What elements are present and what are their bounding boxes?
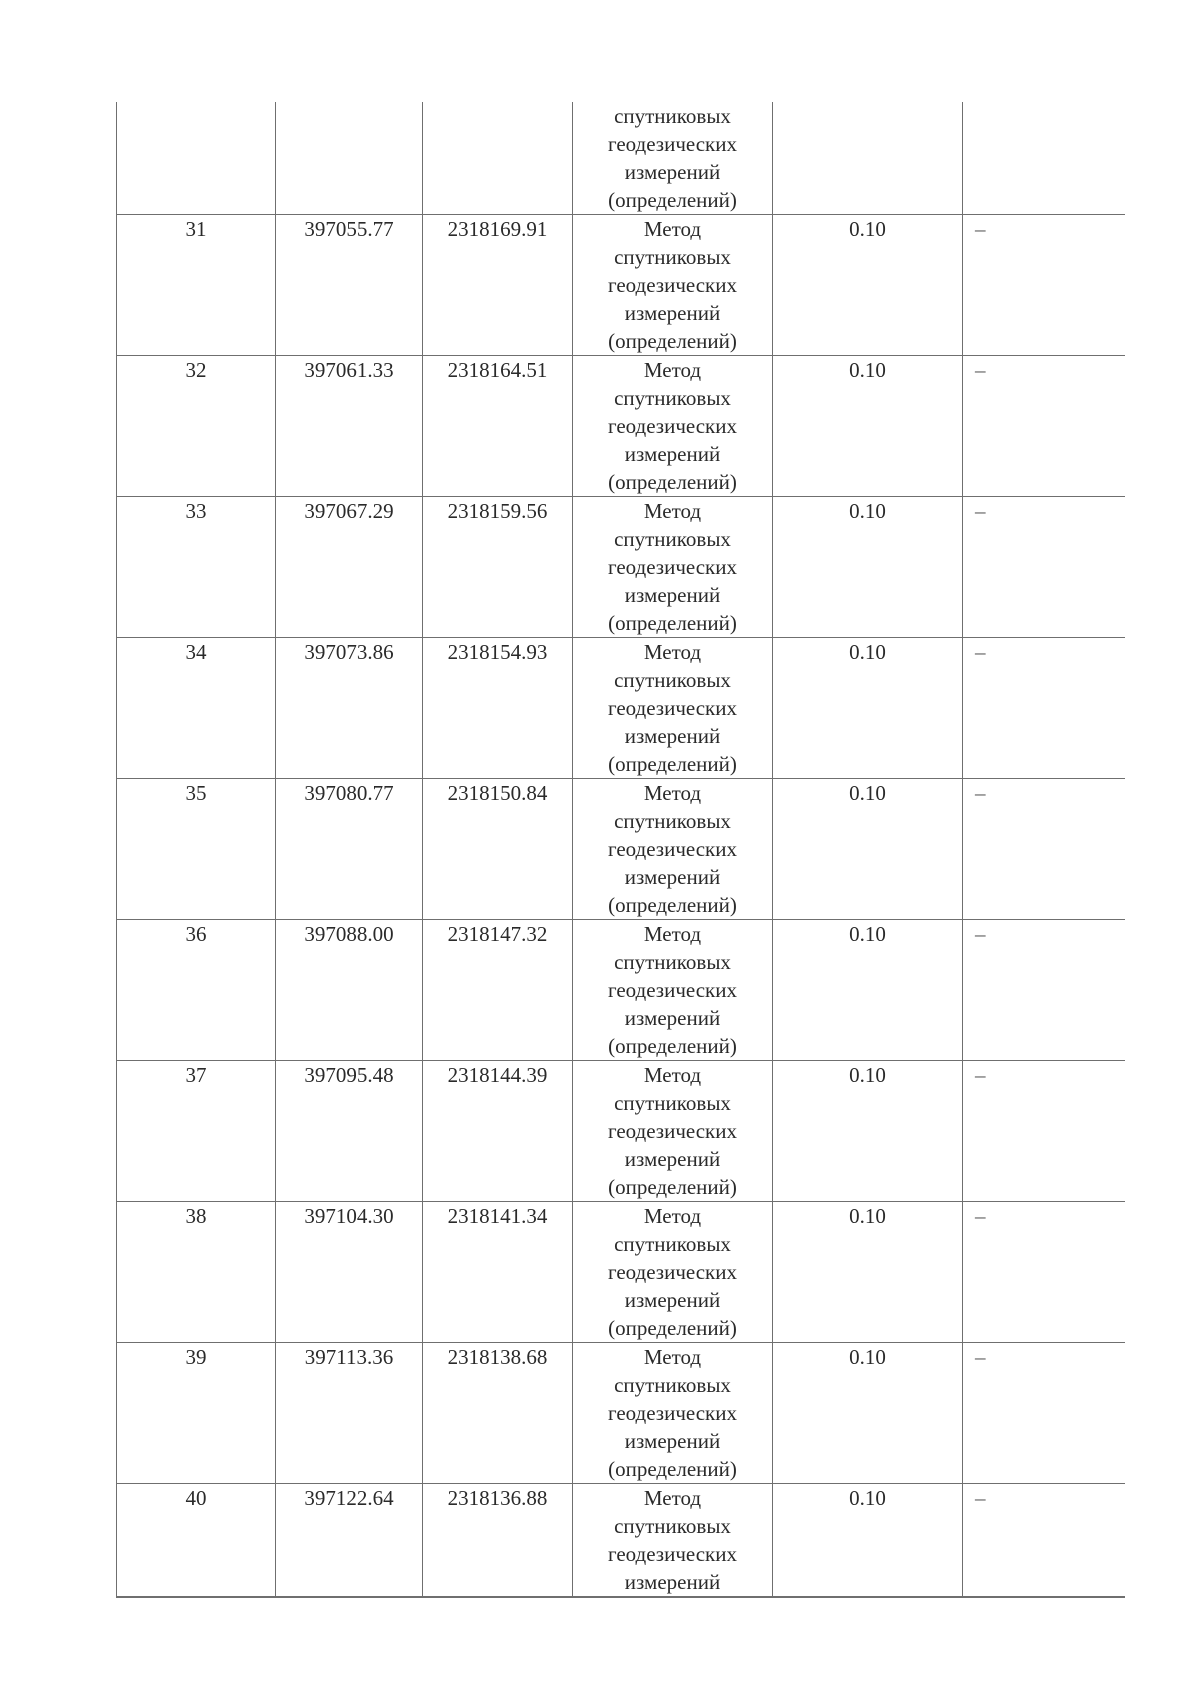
cell-point-number-value: 34 <box>185 640 207 664</box>
method-line: измерений <box>624 301 721 325</box>
method-line: спутниковых <box>614 1091 731 1115</box>
method-line: Метод <box>643 922 702 946</box>
cell-x-value: 397055.77 <box>304 217 394 241</box>
cell-point-number-value: 33 <box>185 499 207 523</box>
note-value: – <box>975 1486 986 1510</box>
cell-y <box>423 497 573 638</box>
cell-method <box>573 356 773 497</box>
cell-accuracy <box>773 1343 963 1484</box>
cell-accuracy-value: 0.10 <box>849 499 886 523</box>
cell-accuracy <box>773 1484 963 1598</box>
method-line: измерений <box>624 160 721 184</box>
cell-note <box>963 1061 1125 1202</box>
cell-method <box>573 638 773 779</box>
method-line: измерений <box>624 1570 721 1594</box>
note-value: – <box>975 1345 986 1369</box>
cell-point-number-value: 35 <box>185 781 207 805</box>
method-line: измерений <box>624 1147 721 1171</box>
cell-point-number-value: 36 <box>185 922 207 946</box>
method-line: спутниковых <box>614 809 731 833</box>
method-line: (определений) <box>608 470 737 494</box>
cell-point-number-value: 31 <box>185 217 207 241</box>
note-value: – <box>975 358 986 382</box>
cell-accuracy-value: 0.10 <box>849 1345 886 1369</box>
cell-accuracy-value: 0.10 <box>849 1204 886 1228</box>
cell-point-number <box>117 356 276 497</box>
cell-note <box>963 215 1125 356</box>
cell-x <box>276 102 423 215</box>
note-value: – <box>975 217 986 241</box>
cell-x-value: 397061.33 <box>304 358 394 382</box>
cell-accuracy <box>773 1202 963 1343</box>
method-line: спутниковых <box>614 668 731 692</box>
cell-method <box>573 102 773 215</box>
cell-point-number <box>117 638 276 779</box>
cell-point-number <box>117 1202 276 1343</box>
cell-y <box>423 215 573 356</box>
method-line: измерений <box>624 724 721 748</box>
method-line: (определений) <box>608 1175 737 1199</box>
method-line: измерений <box>624 1006 721 1030</box>
method-line: геодезических <box>607 273 737 297</box>
note-value: – <box>975 1063 986 1087</box>
cell-accuracy-value: 0.10 <box>849 1063 886 1087</box>
table-row <box>117 920 1125 1061</box>
cell-x <box>276 1202 423 1343</box>
method-line: Метод <box>643 781 702 805</box>
method-line: (определений) <box>608 611 737 635</box>
cell-x <box>276 920 423 1061</box>
cell-accuracy <box>773 497 963 638</box>
cell-accuracy <box>773 1061 963 1202</box>
cell-y <box>423 356 573 497</box>
cell-y-value: 2318136.88 <box>447 1486 548 1510</box>
method-line: (определений) <box>608 1316 737 1340</box>
method-line: (определений) <box>608 1034 737 1058</box>
cell-point-number <box>117 497 276 638</box>
table-row <box>117 497 1125 638</box>
method-line: спутниковых <box>614 1514 731 1538</box>
cell-point-number <box>117 102 276 215</box>
cell-note <box>963 638 1125 779</box>
cell-y-value: 2318138.68 <box>447 1345 548 1369</box>
method-line: геодезических <box>607 978 737 1002</box>
cell-method <box>573 1061 773 1202</box>
note-value: – <box>975 781 986 805</box>
method-line: геодезических <box>607 1401 737 1425</box>
table-row <box>117 638 1125 779</box>
cell-x <box>276 1343 423 1484</box>
cell-x <box>276 1061 423 1202</box>
cell-method <box>573 1484 773 1598</box>
method-line: Метод <box>643 1345 702 1369</box>
cell-point-number <box>117 1484 276 1598</box>
cell-method <box>573 215 773 356</box>
cell-y <box>423 1343 573 1484</box>
cell-method <box>573 920 773 1061</box>
method-line: Метод <box>643 358 702 382</box>
method-line: измерений <box>624 865 721 889</box>
table-row <box>117 1061 1125 1202</box>
note-value: – <box>975 922 986 946</box>
table-row-continued <box>117 102 1125 215</box>
cell-accuracy-value: 0.10 <box>849 358 886 382</box>
cell-method <box>573 1343 773 1484</box>
cell-note <box>963 1202 1125 1343</box>
cell-y <box>423 638 573 779</box>
method-line: спутниковых <box>614 527 731 551</box>
method-line: измерений <box>624 442 721 466</box>
cell-point-number-value: 32 <box>185 358 207 382</box>
cell-point-number <box>117 920 276 1061</box>
method-line: спутниковых <box>614 950 731 974</box>
table-row <box>117 215 1125 356</box>
method-line: (определений) <box>608 329 737 353</box>
cell-point-number-value: 37 <box>185 1063 207 1087</box>
cell-x <box>276 497 423 638</box>
table-row <box>117 1202 1125 1343</box>
cell-accuracy <box>773 920 963 1061</box>
note-value: – <box>975 499 986 523</box>
cell-accuracy <box>773 215 963 356</box>
cell-x <box>276 215 423 356</box>
method-line: (определений) <box>608 893 737 917</box>
method-line: измерений <box>624 583 721 607</box>
method-line: геодезических <box>607 555 737 579</box>
coordinates-table <box>116 102 1125 1598</box>
cell-point-number <box>117 779 276 920</box>
cell-y-value: 2318154.93 <box>447 640 548 664</box>
cell-method <box>573 1202 773 1343</box>
method-line: спутниковых <box>614 1232 731 1256</box>
cell-x <box>276 638 423 779</box>
cell-y-value: 2318150.84 <box>447 781 548 805</box>
cell-method <box>573 779 773 920</box>
cell-point-number <box>117 1061 276 1202</box>
cell-y-value: 2318169.91 <box>447 217 548 241</box>
method-line: измерений <box>624 1429 721 1453</box>
cell-y <box>423 779 573 920</box>
cell-accuracy <box>773 779 963 920</box>
cell-point-number <box>117 215 276 356</box>
method-line: геодезических <box>607 414 737 438</box>
cell-point-number-value: 38 <box>185 1204 207 1228</box>
cell-point-number <box>117 1343 276 1484</box>
method-line: геодезических <box>607 1260 737 1284</box>
method-line: (определений) <box>608 188 737 212</box>
cell-x-value: 397080.77 <box>304 781 394 805</box>
table-body <box>117 102 1125 1597</box>
method-line: геодезических <box>607 132 737 156</box>
cell-y <box>423 1484 573 1598</box>
cell-y-value: 2318147.32 <box>447 922 548 946</box>
cell-x-value: 397104.30 <box>304 1204 394 1228</box>
method-line: геодезических <box>607 837 737 861</box>
method-line: спутниковых <box>614 104 731 128</box>
method-line: Метод <box>643 1204 702 1228</box>
cell-accuracy-value: 0.10 <box>849 781 886 805</box>
cell-note <box>963 920 1125 1061</box>
cell-accuracy-value: 0.10 <box>849 640 886 664</box>
cell-x <box>276 779 423 920</box>
note-value: – <box>975 1204 986 1228</box>
cell-note <box>963 1484 1125 1598</box>
method-line: Метод <box>643 1486 702 1510</box>
cell-x-value: 397067.29 <box>304 499 394 523</box>
method-line: геодезических <box>607 1542 737 1566</box>
method-line: геодезических <box>607 696 737 720</box>
cell-accuracy-value: 0.10 <box>849 217 886 241</box>
table-row <box>117 1343 1125 1484</box>
cell-x <box>276 1484 423 1598</box>
table-row <box>117 356 1125 497</box>
cell-y-value: 2318141.34 <box>447 1204 548 1228</box>
method-line: Метод <box>643 640 702 664</box>
cell-y-value: 2318144.39 <box>447 1063 548 1087</box>
cell-y <box>423 102 573 215</box>
cell-note <box>963 1343 1125 1484</box>
cell-note <box>963 102 1125 215</box>
cell-x-value: 397122.64 <box>304 1486 394 1510</box>
method-line: измерений <box>624 1288 721 1312</box>
method-line: (определений) <box>608 1457 737 1481</box>
method-line: спутниковых <box>614 386 731 410</box>
cell-note <box>963 497 1125 638</box>
cell-x-value: 397073.86 <box>304 640 394 664</box>
table-row <box>117 779 1125 920</box>
method-line: (определений) <box>608 752 737 776</box>
cell-y <box>423 920 573 1061</box>
cell-point-number-value: 39 <box>185 1345 207 1369</box>
method-line: Метод <box>643 499 702 523</box>
cell-note <box>963 356 1125 497</box>
cell-accuracy-value: 0.10 <box>849 922 886 946</box>
cell-note <box>963 779 1125 920</box>
cell-x-value: 397113.36 <box>304 1345 394 1369</box>
cell-point-number-value: 40 <box>185 1486 207 1510</box>
cell-method <box>573 497 773 638</box>
cell-accuracy <box>773 638 963 779</box>
note-value: – <box>975 640 986 664</box>
cell-accuracy <box>773 356 963 497</box>
cell-x-value: 397088.00 <box>304 922 394 946</box>
cell-y <box>423 1202 573 1343</box>
method-line: геодезических <box>607 1119 737 1143</box>
table-row <box>117 1484 1125 1598</box>
method-line: спутниковых <box>614 245 731 269</box>
method-line: Метод <box>643 1063 702 1087</box>
method-line: Метод <box>643 217 702 241</box>
cell-accuracy <box>773 102 963 215</box>
method-line: спутниковых <box>614 1373 731 1397</box>
cell-accuracy-value: 0.10 <box>849 1486 886 1510</box>
cell-x <box>276 356 423 497</box>
cell-y-value: 2318159.56 <box>447 499 548 523</box>
cell-y-value: 2318164.51 <box>447 358 548 382</box>
cell-x-value: 397095.48 <box>304 1063 394 1087</box>
cell-y <box>423 1061 573 1202</box>
